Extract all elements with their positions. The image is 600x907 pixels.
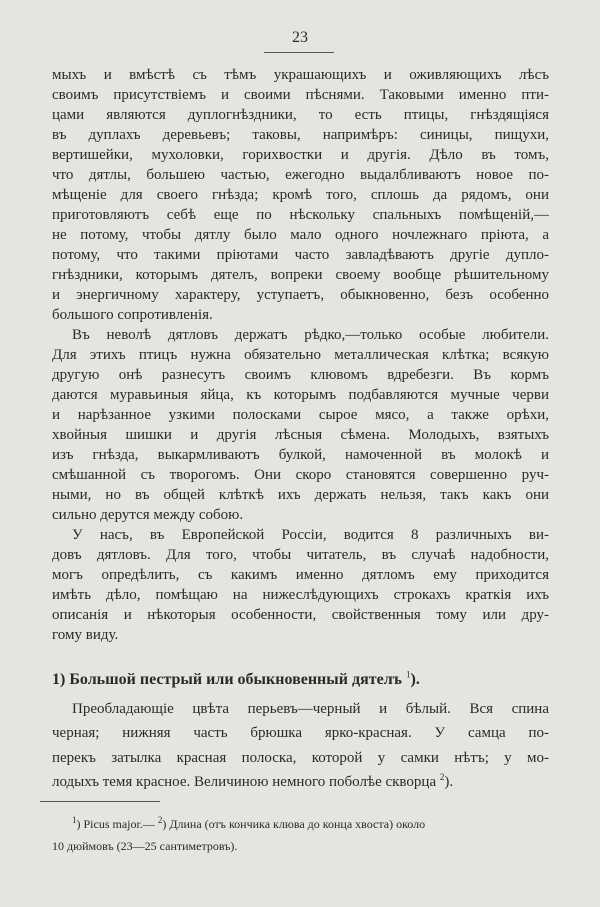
text-line: перекъ затылка красная полоска, которой у самки нѣтъ; у мо- <box>52 749 549 766</box>
text-line-content: лодыхъ темя красное. Величиною немного поболѣе скворца <box>52 773 437 790</box>
text-line: ными, но въ общей клѣткѣ ихъ держать нельзя, такъ какъ они <box>52 487 549 503</box>
body-paragraphs <box>52 65 549 645</box>
text-line: цами являются дуплогнѣздники, то есть птицы, гнѣздящіяся <box>52 107 549 123</box>
footnotes <box>52 813 549 857</box>
text-line: черная; нижняя часть брюшка ярко-красная. У самца по- <box>52 725 549 742</box>
section-heading <box>52 670 549 690</box>
footnote-number-2: 2 <box>157 815 163 825</box>
footnote-2-text: ) Длина (отъ кончика клюва до конца хвоста) около <box>162 817 426 831</box>
text-line: могъ опредѣлить, съ какимъ именно дятломъ ему приходится <box>52 567 549 583</box>
text-line: описанія и нѣкоторыя особенности, свойственныя тому или дру- <box>52 607 549 623</box>
page-body <box>52 65 549 794</box>
section-paragraph <box>52 697 549 794</box>
text-line: гому виду. <box>52 627 119 643</box>
footnote-ref-1: 1 <box>406 669 411 680</box>
text-line: вертишейки, мухоловки, горихвостки и другія. Дѣло въ томъ, <box>52 147 549 163</box>
text-line: Преобладающіе цвѣта перьевъ—черный и бѣлый. Вся спина <box>72 701 549 717</box>
text-line: смѣшанной съ творогомъ. Они скоро становятся совершенно руч- <box>52 467 549 483</box>
paragraph <box>52 65 549 325</box>
text-line: довъ дятловъ. Для того, чтобы читатель, въ случаѣ надобности, <box>52 547 549 563</box>
footnote-ref-2: 2 <box>439 771 445 782</box>
text-line: сильно дерутся между собою. <box>52 507 244 523</box>
text-line: приготовляютъ себѣ еще по нѣскольку спальныхъ помѣщеній,— <box>52 207 549 223</box>
page-number: 23 <box>292 29 308 46</box>
heading-tail: ). <box>410 671 420 688</box>
text-line <box>52 770 549 794</box>
text-line: въ дуплахъ деревьевъ; таковы, напримѣръ: синицы, пищухи, <box>52 127 549 143</box>
paragraph <box>52 325 549 525</box>
text-line: другую онѣ разнесутъ своимъ клювомъ вдребезги. Въ кормъ <box>52 367 549 383</box>
text-line: что дятлы, большею частью, ежегодно выдалбливаютъ новое по- <box>52 167 549 183</box>
text-line: мѣщеніе для своего гнѣзда; кромѣ того, сплошь да рядомъ, они <box>52 187 549 203</box>
text-line: Для этихъ птицъ нужна обязательно металлическая клѣтка; всякую <box>52 347 549 363</box>
text-line: большого сопротивленія. <box>52 307 213 323</box>
footnote-line <box>52 813 549 835</box>
text-line: гнѣздники, которымъ дятелъ, вопреки своему вообще рѣшительному <box>52 267 549 283</box>
text-line: даются муравьиныя яйца, къ которымъ подбавляются мучные черви <box>52 387 549 403</box>
footnote-1-text: ) Picus major.— <box>76 817 158 831</box>
text-line: и нарѣзанное узкими полосками сырое мясо, а также орѣхи, <box>52 407 549 423</box>
text-line: потому, что такими пріютами часто завладѣваютъ другіе дупло- <box>52 247 549 263</box>
text-line: У насъ, въ Европейской Россіи, водится 8 различныхъ ви- <box>72 527 549 543</box>
paragraph <box>52 525 549 645</box>
section-heading-text: 1) Большой пестрый или обыкновенный дятелъ <box>52 671 402 688</box>
footnote-line: 10 дюймовъ (23—25 сантиметровъ). <box>52 839 238 853</box>
text-line: своимъ присутствіемъ и своими пѣснями. Таковыми именно пти- <box>52 87 549 103</box>
page-number-rule <box>264 52 334 53</box>
footnote-number-1: 1 <box>72 815 77 825</box>
text-line: Въ неволѣ дятловъ держатъ рѣдко,—только особые любители. <box>72 327 549 343</box>
text-line: и энергичному характеру, уступаетъ, обыкновенно, безъ особенно <box>52 287 549 303</box>
text-line: не потому, чтобы дятлу было мало одного ночлежнаго пріюта, а <box>52 227 549 243</box>
footnote-rule <box>40 801 160 802</box>
text-line: хвойныя шишки и другія лѣсныя сѣмена. Молодыхъ, взятыхъ <box>52 427 549 443</box>
text-line: имѣть дѣло, помѣщаю на нижеслѣдующихъ строкахъ краткія ихъ <box>52 587 549 603</box>
text-line: изъ гнѣзда, выкармливаютъ булкой, намоченной въ молокѣ и <box>52 447 549 463</box>
line-tail: ). <box>444 773 454 790</box>
text-line: мыхъ и вмѣстѣ съ тѣмъ украшающихъ и оживляющихъ лѣсъ <box>52 67 549 83</box>
